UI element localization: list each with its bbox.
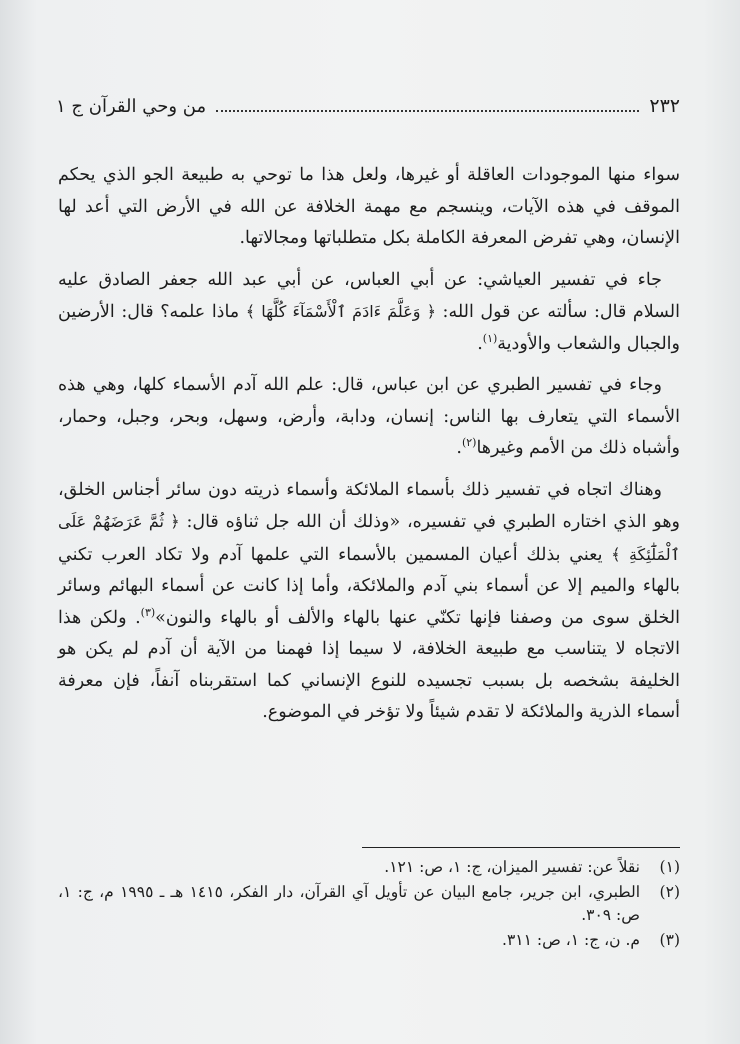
footnote-item [58,856,680,879]
page-number: ٢٣٢ [649,95,680,117]
footnote-item [58,881,680,927]
paragraph-text: وجاء في تفسير الطبري عن ابن عباس، قال: علم الله آدم الأسماء كلها، وهي هذه الأسماء التي يتعارف بها الناس: إنسان، ودابة، وأرض، وسهل، وبحر، وجبل، وحمار، وأشباه ذلك من الأمم وغيرها [58,375,680,458]
paragraph-3 [58,370,680,465]
book-title: من وحي القرآن ج ١ [56,96,207,117]
main-text [58,160,680,739]
footnote-text: م. ن، ج: ١، ص: ٣١١. [502,931,640,949]
footnote-text: الطبري، ابن جرير، جامع البيان عن تأويل آي القرآن، دار الفكر، ١٤١٥ هـ ـ ١٩٩٥ م، ج: ١، ص: ٣٠٩. [58,883,640,924]
footnotes [58,856,680,954]
footnote-ref: (١) [482,331,498,345]
quran-verse: ﴿ وَعَلَّمَ ءَادَمَ ٱلْأَسْمَآءَ كُلَّهَا ﴾ [245,302,436,321]
paragraph-text: يعني بذلك أعيان المسمين بالأسماء التي علمها آدم ولا تكاد العرب تكني بالهاء والميم إلا عن أسماء بني آدم والملائكة، وأما إذا كانت عن أسماء البهائم وسائر الخلق سوى من وصفنا فإنها تكنّي عنها بالهاء والألف أو بالهاء والنون» [58,544,681,628]
paragraph-text: . [477,333,483,354]
paragraph-text: جاء في تفسير العياشي: عن أبي العباس، عن أبي عبد الله جعفر الصادق عليه السلام قال: سألته عن قول الله: [58,269,680,322]
footnote-number: (٢) [659,883,680,901]
footnote-item [58,929,680,952]
paragraph-4 [58,475,680,729]
footnote-number: (٣) [659,931,680,949]
paragraph-text: سواء منها الموجودات العاقلة أو غيرها، ولعل هذا ما توحي به طبيعة الجو الذي يحكم الموقف في هذه الآيات، وينسجم مع مهمة الخلافة عن الله في الأرض التي أعد لها الإنسان، وهي تفرض المعرفة الكاملة بكل متطلباتها ومجالاتها. [58,165,680,248]
running-header [56,95,680,117]
paragraph-text: . [456,438,462,458]
footnote-separator [362,847,680,848]
leader-dots [216,100,639,112]
quran-verse: ﴿ ثُمَّ عَرَضَهُمْ عَلَى ٱلْمَلَٰٓئِكَةِ ﴾ [58,512,680,564]
footnote-ref: (٣) [140,605,156,619]
paragraph-1 [58,160,680,255]
paragraph-text: ماذا علمه؟ قال: الأرضين والجبال والشعاب والأودية [58,302,680,354]
footnote-number: (١) [659,858,680,876]
paragraph-text: وهناك اتجاه في تفسير ذلك بأسماء الملائكة وأسماء ذريته دون سائر أجناس الخلق، وهو الذي اختاره الطبري في تفسيره، «وذلك أن الله جل ثناؤه قال: [58,479,680,532]
paragraph-text: . ولكن هذا الاتجاه لا يتناسب مع طبيعة الخلافة، لا سيما إذا فهمنا من الآية أن آدم لم يكن هو الخليفة بشخصه بل بسبب تجسيده للنوع الإنساني كما استقربناه آنفاً، فإن معرفة أسماء الذرية والملائكة لا تقدم شيئاً ولا تؤخر في الموضوع. [58,607,680,722]
paragraph-2 [58,265,680,361]
footnote-text: نقلاً عن: تفسير الميزان، ج: ١، ص: ١٢١. [384,858,640,876]
footnote-ref: (٢) [461,436,477,450]
